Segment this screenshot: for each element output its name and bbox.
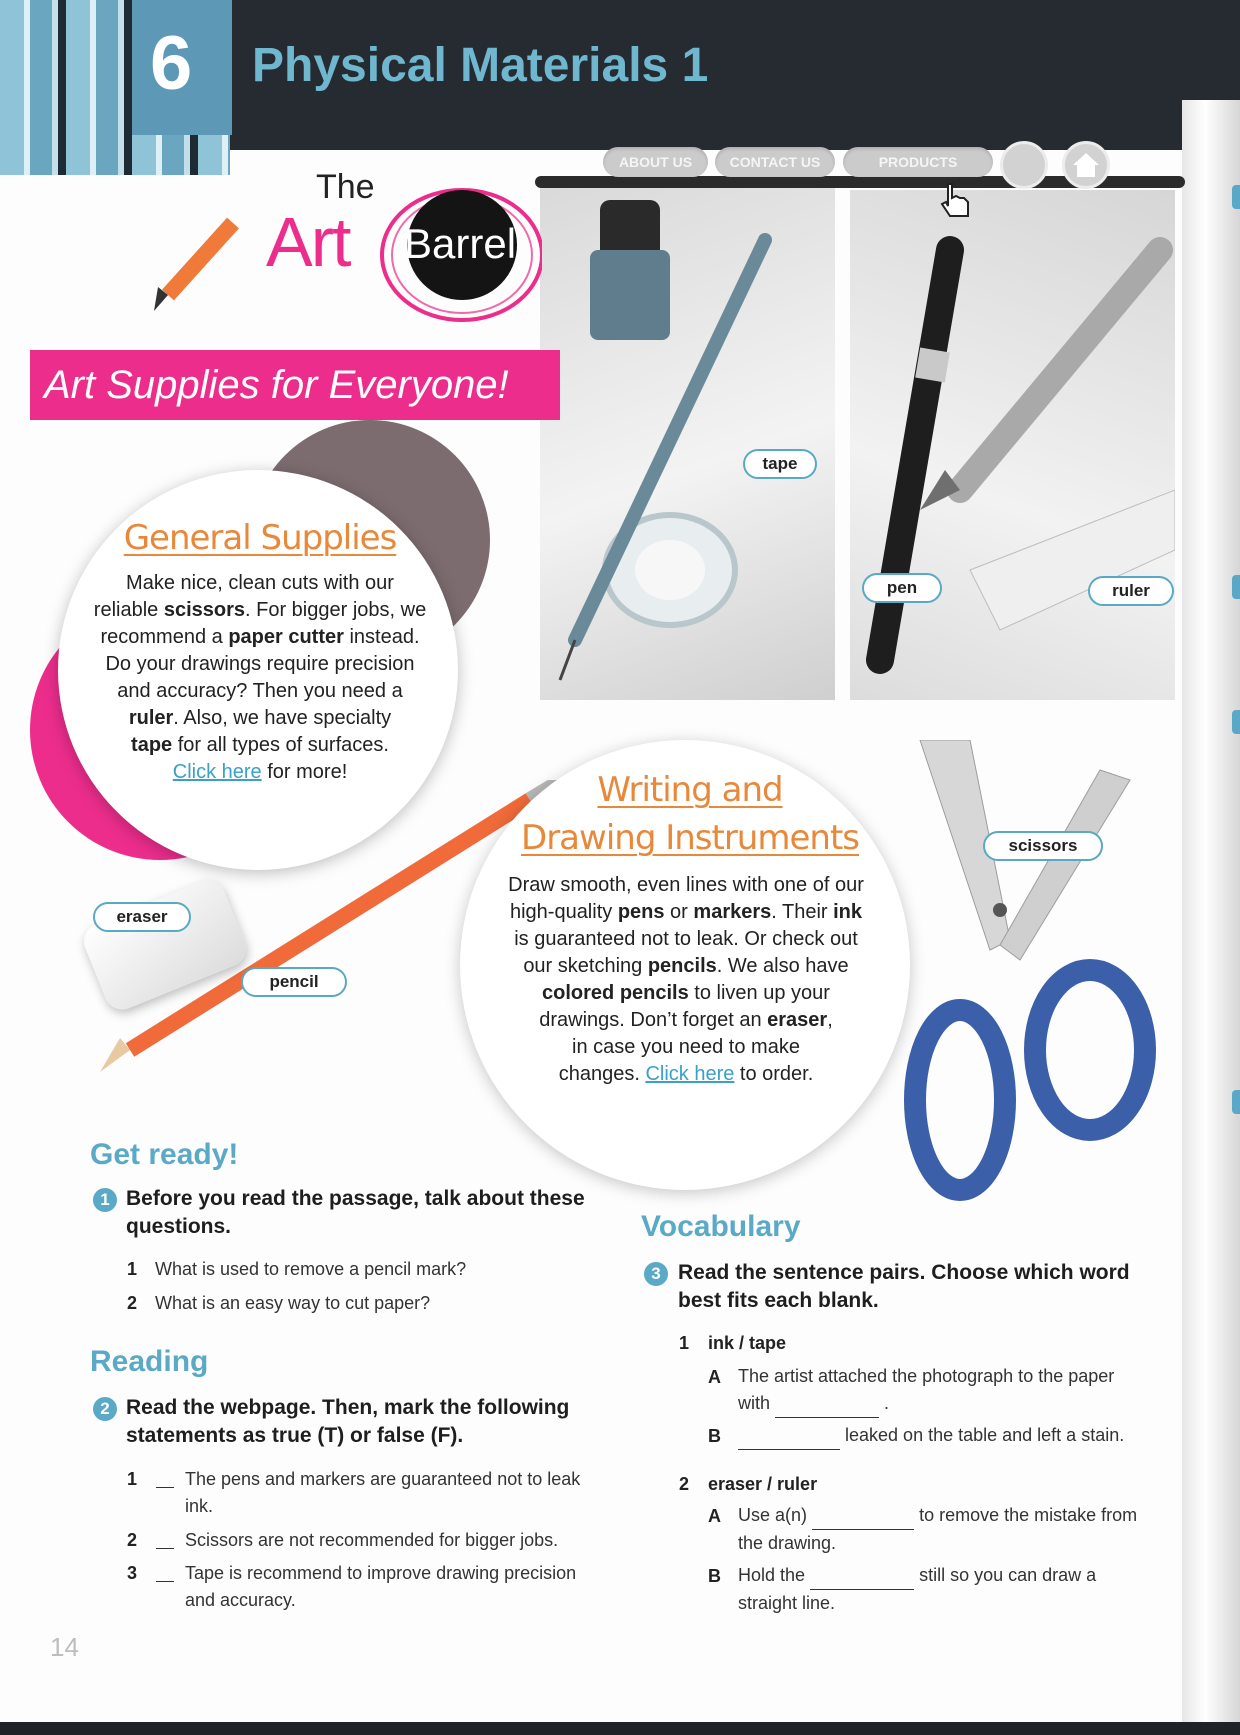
writing-click-here-link[interactable]: Click here [645, 1063, 735, 1085]
reading-instruction: Read the webpage. Then, mark the following statements as true (T) or false (F). [126, 1396, 570, 1447]
edge-tab-marker [1232, 710, 1240, 734]
text-line: high-quality pens or markers. Their ink [509, 901, 863, 923]
home-icon [1065, 144, 1107, 186]
answer-blank[interactable] [810, 1562, 914, 1590]
label-tape: tape [743, 449, 817, 479]
get-ready-instruction: Before you read the passage, talk about these questions. [126, 1187, 585, 1238]
question-number-badge: 1 [93, 1188, 117, 1212]
true-false-blank[interactable] [156, 1548, 174, 1549]
item-number: 3 [127, 1563, 138, 1583]
label-eraser: eraser [93, 902, 191, 932]
item-number: 2 [127, 1293, 138, 1313]
text-line: Do your drawings require precision [105, 653, 415, 675]
vocab-sentence: Hold the still so you can draw a straight line. [738, 1562, 1138, 1617]
get-ready-question: What is used to remove a pencil mark? [155, 1259, 467, 1279]
vocabulary-instruction: Read the sentence pairs. Choose which word best fits each blank. [678, 1261, 1130, 1312]
photo-pen-ruler [850, 190, 1175, 700]
get-ready-question: What is an easy way to cut paper? [155, 1293, 431, 1313]
text-line: in case you need to make [572, 1036, 800, 1058]
page-bottom-strip [0, 1722, 1240, 1735]
edge-tab-marker [1232, 575, 1240, 599]
text-line: recommend a paper cutter instead. [100, 626, 420, 648]
writing-heading-line-1: Writing and [597, 770, 783, 810]
label-pencil: pencil [241, 967, 347, 997]
logo-the: The [316, 168, 375, 206]
get-ready-heading: Get ready! [90, 1138, 239, 1171]
page-edge [1182, 100, 1240, 1735]
answer-blank[interactable] [775, 1390, 879, 1418]
reading-statement: Scissors are not recommended for bigger jobs. [185, 1530, 559, 1550]
general-supplies-text [70, 570, 450, 786]
text-line: tape for all types of surfaces. [131, 734, 389, 756]
text-line: Make nice, clean cuts with our [126, 572, 394, 594]
text-line: Draw smooth, even lines with one of our [508, 874, 864, 896]
word-pair: ink / tape [708, 1333, 787, 1353]
item-number: 2 [679, 1474, 690, 1494]
nav-products[interactable]: PRODUCTS [843, 147, 993, 177]
photo-scissors [900, 740, 1175, 1220]
website-banner: Art Supplies for Everyone! [30, 350, 560, 420]
reading-statement: Tape is recommend to improve drawing precision and accuracy. [185, 1563, 577, 1610]
reading-heading: Reading [90, 1345, 209, 1378]
nav-home-button[interactable] [1062, 141, 1110, 189]
true-false-blank[interactable] [156, 1581, 174, 1582]
general-click-here-link[interactable]: Click here [172, 761, 262, 783]
text-line: drawings. Don’t forget an eraser, [539, 1009, 833, 1031]
label-ruler: ruler [1088, 576, 1174, 606]
hand-cursor-icon [938, 182, 974, 222]
answer-blank[interactable] [738, 1422, 840, 1450]
item-number: 1 [679, 1333, 690, 1353]
photo-tape-pencil-illustration [540, 180, 835, 700]
logo-barrel: Barrel [404, 220, 517, 267]
item-number: 1 [127, 1259, 138, 1279]
page-number: 14 [50, 1632, 79, 1662]
vocab-sentence: leaked on the table and left a stain. [738, 1422, 1188, 1450]
writing-heading-line-2: Drawing Instruments [521, 818, 859, 858]
text-line: Click here for more! [172, 761, 348, 783]
general-supplies-heading: General Supplies [123, 518, 397, 558]
label-pen: pen [862, 573, 942, 603]
item-number: 1 [127, 1469, 138, 1489]
unit-number: 6 [150, 21, 193, 106]
sentence-letter: B [708, 1566, 721, 1586]
photo-pen-ruler-illustration [850, 190, 1175, 700]
sentence-letter: A [708, 1506, 721, 1526]
true-false-blank[interactable] [156, 1487, 174, 1488]
logo-art: Art [266, 203, 350, 281]
scissors-illustration [900, 740, 1175, 1220]
writing-instruments-text [476, 872, 896, 1088]
nav-circle-button[interactable] [1000, 141, 1048, 189]
reading-statement: The pens and markers are guaranteed not to leak ink. [185, 1469, 581, 1516]
text-line: is guaranteed not to leak. Or check out [514, 928, 858, 950]
text-line: our sketching pencils. We also have [523, 955, 849, 977]
item-number: 2 [127, 1530, 138, 1550]
photo-tape-pencil [540, 180, 835, 700]
logo-pencil-icon [148, 215, 243, 315]
vocab-sentence: Use a(n) to remove the mistake from the drawing. [738, 1502, 1138, 1557]
sentence-letter: A [708, 1367, 721, 1387]
text-line: and accuracy? Then you need a [117, 680, 403, 702]
question-number-badge: 3 [644, 1262, 668, 1286]
nav-about-us[interactable]: ABOUT US [603, 147, 708, 177]
label-scissors: scissors [983, 831, 1103, 861]
vocab-sentence: The artist attached the photograph to the paper with . [738, 1363, 1118, 1418]
edge-tab-marker [1232, 1090, 1240, 1114]
question-number-badge: 2 [93, 1397, 117, 1421]
text-line: reliable scissors. For bigger jobs, we [93, 599, 427, 621]
word-pair: eraser / ruler [708, 1474, 818, 1494]
answer-blank[interactable] [812, 1502, 914, 1530]
sentence-letter: B [708, 1426, 721, 1446]
vocabulary-heading: Vocabulary [641, 1210, 801, 1243]
nav-contact-us[interactable]: CONTACT US [715, 147, 835, 177]
text-line: colored pencils to liven up your [542, 982, 830, 1004]
text-line: changes. Click here to order. [558, 1063, 814, 1085]
unit-title: Physical Materials 1 [252, 39, 709, 92]
edge-tab-marker [1232, 185, 1240, 209]
text-line: ruler. Also, we have specialty [128, 707, 392, 729]
